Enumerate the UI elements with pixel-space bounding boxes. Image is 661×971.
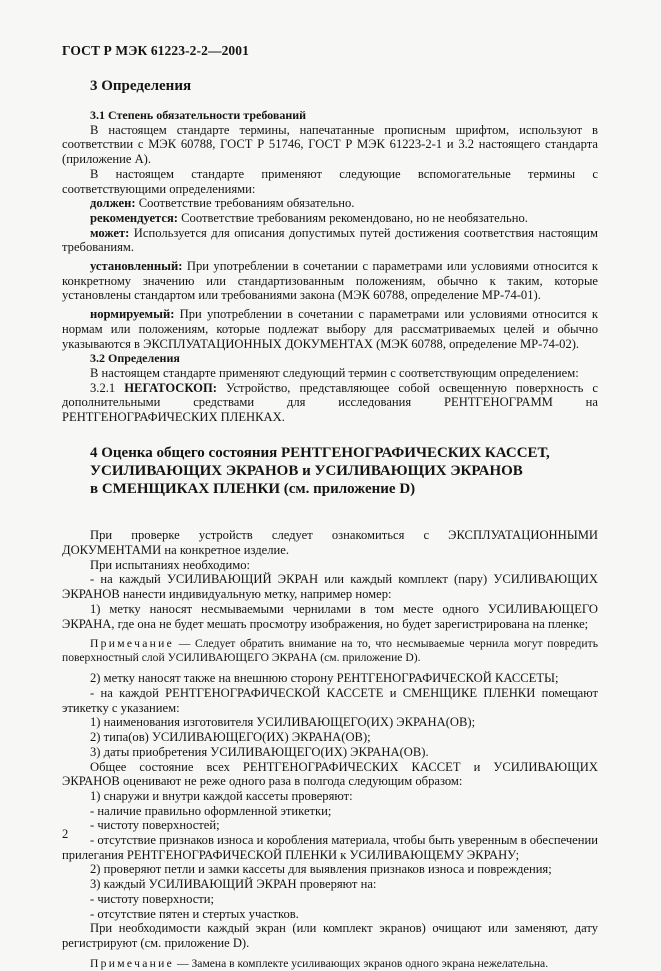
list-item: 2) метку наносят также на внешнюю сторону РЕНТГЕНОГРАФИЧЕСКОЙ КАССЕТЫ; <box>90 671 559 686</box>
paragraph: В настоящем стандарте термины, напечатанные прописным шрифтом, используют в соответствии с МЭК 60788, ГОСТ Р 51746, ГОСТ Р МЭК 61223-2-1 и 3.2 настоящего стандарта (приложение А). <box>62 122 598 167</box>
definition-text: Используется для описания допустимых путей достижения соответствия настоящим требованиям. <box>62 225 598 255</box>
note-text: — Замена в комплекте усиливающих экранов одного экрана нежелательна. <box>174 956 549 970</box>
list-item: - отсутствие признаков износа и коробления материала, чтобы быть уверенным в обеспечении прилегания РЕНТГЕНОГРАФИЧЕСКОЙ ПЛЕНКИ к УСИЛИВАЮЩЕМУ ЭКРАНУ; <box>62 833 598 862</box>
subsection-3-1-title: 3.1 Степень обязательности требований <box>90 108 307 122</box>
definition-3-2-1 <box>62 381 598 425</box>
page-number: 2 <box>62 827 69 841</box>
list-item: 1) наименования изготовителя УСИЛИВАЮЩЕГО(ИХ) ЭКРАНА(ОВ); <box>90 715 476 730</box>
term: НЕГАТОСКОП: <box>124 380 217 395</box>
term: должен: <box>90 196 136 211</box>
note <box>62 957 598 971</box>
list-item: - отсутствие пятен и стертых участков. <box>90 906 299 921</box>
definition-established <box>62 259 598 303</box>
term: установленный: <box>90 259 183 274</box>
list-item: - на каждой РЕНТГЕНОГРАФИЧЕСКОЙ КАССЕТЕ и СМЕНЩИКЕ ПЛЕНКИ помещают этикетку с указанием: <box>62 686 598 715</box>
term: рекомендуется: <box>90 210 178 225</box>
definition-text: Устройство, представляющее собой освещенную поверхность с дополнительными средствами для исследования РЕНТГЕНОГРАММ на РЕНТГЕНОГРАФИЧЕСКИХ ПЛЕНКАХ. <box>62 380 598 425</box>
document-body <box>62 78 598 971</box>
list-item: 1) снаружи и внутри каждой кассеты проверяют: <box>90 788 353 803</box>
paragraph: Общее состояние всех РЕНТГЕНОГРАФИЧЕСКИХ КАССЕТ и УСИЛИВАЮЩИХ ЭКРАНОВ оценивают не реже одного раза в полгода следующим образом: <box>62 759 598 789</box>
definition-may <box>62 226 598 255</box>
title-line: в СМЕНЩИКАХ ПЛЕНКИ (см. приложение D) <box>90 481 416 498</box>
note <box>62 637 598 665</box>
paragraph: При испытаниях необходимо: <box>90 557 250 572</box>
paragraph: В настоящем стандарте применяют следующий термин с соответствующим определением: <box>90 365 579 380</box>
document-header: ГОСТ Р МЭК 61223-2-2—2001 <box>62 43 249 58</box>
term: может: <box>90 225 130 240</box>
list-item: 1) метку наносят несмываемыми чернилами в том месте одного УСИЛИВАЮЩЕГО ЭКРАНА, где она не будет мешать просмотру изображения, но будет зарегистрирована на пленке; <box>62 601 598 631</box>
section-3-title: 3 Определения <box>90 78 192 94</box>
definition-must <box>62 196 598 211</box>
clause-number: 3.2.1 <box>90 380 125 395</box>
list-item: - чистоту поверхности; <box>90 891 215 906</box>
term: нормируемый: <box>90 307 175 322</box>
definition-recommended <box>62 211 598 226</box>
list-item: - на каждый УСИЛИВАЮЩИЙ ЭКРАН или каждый комплект (пару) УСИЛИВАЮЩИХ ЭКРАНОВ нанести индивидуальную метку, например номер: <box>62 572 598 602</box>
list-item: 3) каждый УСИЛИВАЮЩИЙ ЭКРАН проверяют на: <box>90 877 377 892</box>
paragraph: При проверке устройств следует ознакомиться с ЭКСПЛУАТАЦИОННЫМИ ДОКУМЕНТАМИ на конкретное изделие. <box>62 528 598 558</box>
list-item: - наличие правильно оформленной этикетки; <box>90 803 332 818</box>
note-label: Примечание <box>90 956 175 970</box>
list-item: - чистоту поверхностей; <box>90 818 220 833</box>
definition-normalized <box>62 307 598 351</box>
section-4-title <box>90 444 598 499</box>
list-item: 3) даты приобретения УСИЛИВАЮЩЕГО(ИХ) ЭКРАНА(ОВ). <box>90 744 429 759</box>
definition-text: При употреблении в сочетании с параметрами или условиями относится к нормам или положениям, которые подлежат выбору для рассматриваемых целей и обычно указываются в ЭКСПЛУАТАЦИОННЫХ ДОКУМЕНТАХ (МЭК 60788, определение МР-74-02). <box>62 307 598 351</box>
note-label: Примечание <box>90 637 175 651</box>
title-line: 4 Оценка общего состояния РЕНТГЕНОГРАФИЧЕСКИХ КАССЕТ, <box>90 444 550 461</box>
list-item: 2) типа(ов) УСИЛИВАЮЩЕГО(ИХ) ЭКРАНА(ОВ); <box>90 730 371 745</box>
definition-text: Соответствие требованиям рекомендовано, но не необязательно. <box>177 210 528 225</box>
paragraph: При необходимости каждый экран (или комплект экранов) очищают или заменяют, дату регистрируют (см. приложение D). <box>62 921 598 950</box>
paragraph: В настоящем стандарте применяют следующие вспомогательные термины с соответствующими определениями: <box>62 166 598 196</box>
definition-text: Соответствие требованиям обязательно. <box>135 196 355 211</box>
title-line: УСИЛИВАЮЩИХ ЭКРАНОВ и УСИЛИВАЮЩИХ ЭКРАНОВ <box>90 462 523 479</box>
note-text: — Следует обратить внимание на то, что несмываемые чернила могут повредить поверхностный слой УСИЛИВАЮЩЕГО ЭКРАНА (см. приложение D). <box>62 637 598 665</box>
subsection-3-2-title: 3.2 Определения <box>90 351 180 366</box>
definition-text: При употреблении в сочетании с параметрами или условиями относится к конкретному значению или стандартизованным положениям, обычно к таким, которые установлены стандартом или требованиями закона (МЭК 60788, определение МР-74-01). <box>62 259 598 303</box>
list-item: 2) проверяют петли и замки кассеты для выявления признаков износа и повреждения; <box>90 862 552 877</box>
